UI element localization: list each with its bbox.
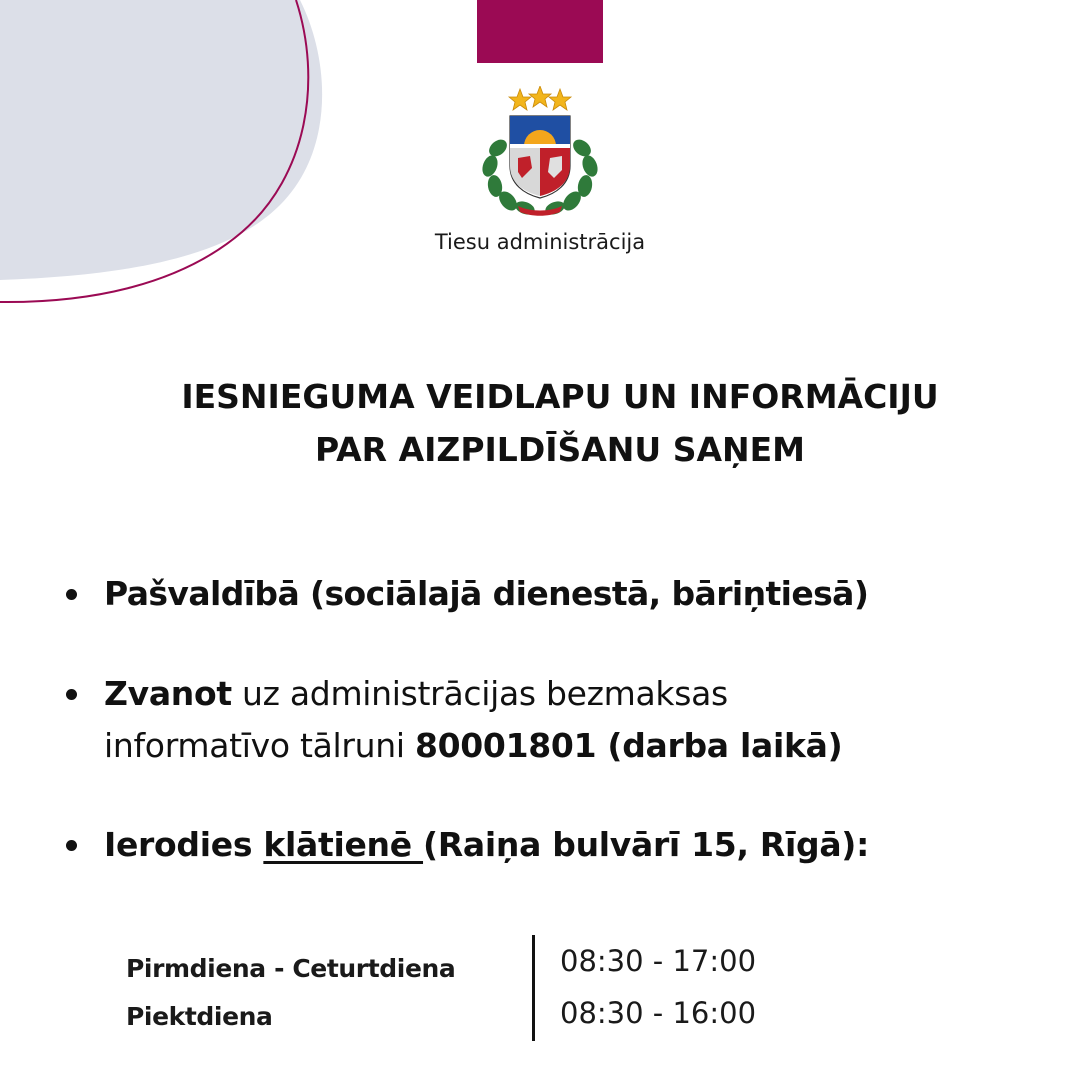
headline-line-2: PAR AIZPILDĪŠANU SAŅEM — [314, 430, 806, 469]
grey-blob-shape — [0, 0, 322, 280]
decorative-background-shapes — [0, 0, 340, 320]
phone-lead-text: Zvanot — [104, 674, 232, 713]
list-item-in-person — [66, 819, 1056, 871]
latvian-coat-of-arms-icon — [470, 86, 610, 220]
bullet-dot-icon — [66, 840, 77, 851]
phone-number: 80001801 (darba laikā) — [414, 726, 843, 765]
page-headline — [60, 370, 1060, 476]
schedule-days — [126, 945, 455, 1041]
list-item-phone — [66, 668, 1056, 772]
schedule-hours-row-2: 08:30 - 16:00 — [560, 996, 757, 1030]
schedule-days-row-2: Piektdiena — [126, 1002, 273, 1031]
schedule-hours — [560, 935, 756, 1039]
list-item-municipality — [66, 568, 1056, 620]
schedule-divider — [532, 935, 535, 1041]
phone-text-a: uz administrācijas bezmaksas — [231, 674, 728, 713]
in-person-underlined: klātienē — [263, 825, 424, 864]
opening-hours — [126, 935, 826, 1045]
schedule-hours-row-1: 08:30 - 17:00 — [560, 944, 757, 978]
phone-text-b: informatīvo tālruni — [104, 726, 415, 765]
municipality-text: Pašvaldībā (sociālajā dienestā, bāriņtiesā) — [104, 574, 869, 613]
in-person-lead: Ierodies — [104, 825, 264, 864]
bullet-dot-icon — [66, 689, 77, 700]
stars-icon — [509, 86, 571, 110]
in-person-address: (Raiņa bulvārī 15, Rīgā): — [423, 825, 869, 864]
bullet-dot-icon — [66, 589, 77, 600]
schedule-days-row-1: Pirmdiena - Ceturtdiena — [126, 954, 456, 983]
headline-line-1: IESNIEGUMA VEIDLAPU UN INFORMĀCIJU — [181, 377, 939, 416]
organization-name: Tiesu administrācija — [434, 230, 646, 254]
info-list — [66, 568, 1056, 871]
shield-icon — [510, 116, 570, 198]
accent-top-bar — [477, 0, 603, 63]
